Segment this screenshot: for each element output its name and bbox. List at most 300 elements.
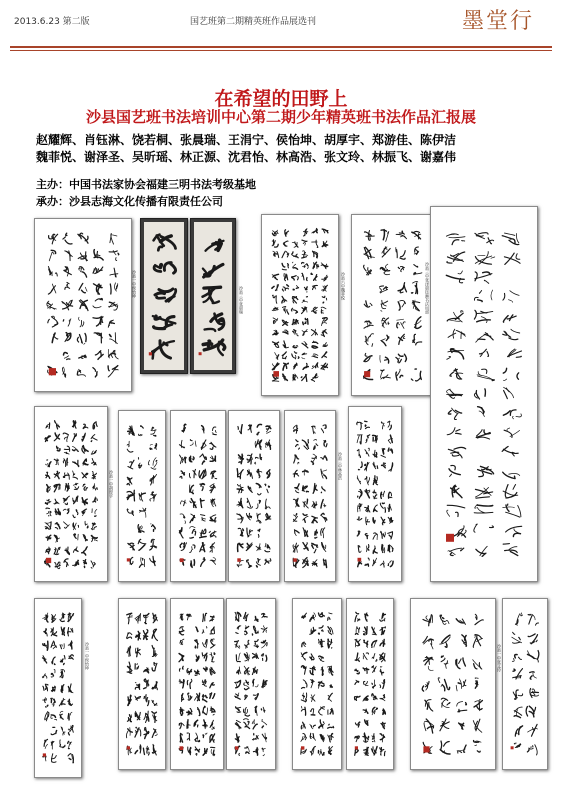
glyph-mark	[128, 460, 134, 469]
glyph-mark	[292, 276, 299, 280]
glyph-mark	[475, 252, 495, 265]
names-line-1: 赵耀辉、肖钰淋、饶若桐、张晨瑞、王涓宁、侯怡坤、胡厚宇、郑游佳、陈伊洁	[36, 133, 457, 147]
glyph-mark	[48, 267, 57, 277]
glyph-mark	[398, 266, 404, 271]
glyph-mark	[513, 690, 522, 699]
glyph-mark	[414, 247, 418, 255]
glyph-mark	[304, 287, 307, 292]
glyph-mark	[275, 353, 279, 360]
glyph-mark	[526, 706, 536, 717]
glyph-mark	[323, 559, 326, 567]
glyph-mark	[355, 696, 361, 700]
glyph-mark	[515, 726, 522, 736]
glyph-mark	[381, 335, 389, 345]
glyph-mark	[256, 500, 260, 508]
glyph-mark	[203, 733, 207, 738]
glyph-mark	[72, 446, 78, 451]
glyph-mark	[247, 560, 252, 567]
glyph-mark	[60, 670, 65, 678]
glyph-mark	[54, 471, 59, 478]
glyph-mark	[236, 626, 241, 634]
glyph-mark	[211, 639, 215, 648]
seal-stamp	[180, 558, 184, 562]
glyph-mark	[380, 264, 389, 275]
glyph-mark	[180, 514, 186, 523]
glyph-mark	[372, 694, 377, 700]
glyph-mark	[388, 421, 392, 430]
glyph-mark	[311, 329, 317, 336]
glyph-mark	[448, 548, 464, 555]
glyph-mark	[380, 667, 383, 676]
glyph-mark	[51, 628, 57, 636]
glyph-mark	[73, 460, 79, 466]
glyph-mark	[210, 616, 215, 621]
calligraphy-strokes	[352, 410, 398, 578]
seal-stamp	[43, 753, 46, 756]
glyph-mark	[150, 539, 157, 550]
glyph-mark	[328, 724, 334, 728]
glyph-mark	[380, 355, 389, 363]
glyph-mark	[321, 667, 324, 676]
calligraphy-strokes	[434, 210, 534, 578]
glyph-mark	[449, 465, 460, 476]
glyph-mark	[328, 733, 334, 742]
glyph-mark	[313, 285, 318, 289]
glyph-mark	[381, 370, 391, 379]
organizer-line: 主办：中国书法家协会福建三明书法考级基地	[36, 178, 256, 191]
glyph-mark	[200, 543, 205, 552]
glyph-mark	[272, 295, 276, 303]
glyph-mark	[328, 639, 333, 648]
calligraphy-work	[226, 598, 276, 770]
glyph-mark	[246, 543, 252, 551]
glyph-mark	[135, 696, 141, 700]
glyph-mark	[51, 727, 57, 734]
glyph-mark	[82, 509, 87, 516]
seal-stamp	[355, 746, 358, 749]
glyph-mark	[257, 469, 262, 477]
work-caption: 沙县三中张晨瑞	[239, 286, 244, 314]
glyph-mark	[396, 231, 407, 239]
glyph-mark	[83, 560, 86, 568]
glyph-mark	[261, 654, 267, 661]
glyph-mark	[441, 698, 450, 707]
glyph-mark	[380, 653, 385, 662]
glyph-mark	[82, 498, 87, 505]
glyph-mark	[282, 307, 288, 315]
glyph-mark	[210, 720, 214, 729]
glyph-mark	[293, 543, 298, 552]
glyph-mark	[52, 615, 56, 623]
glyph-mark	[311, 374, 318, 382]
glyph-mark	[238, 425, 242, 434]
glyph-mark	[209, 531, 216, 538]
glyph-mark	[210, 627, 214, 634]
work-caption: 沙县一中张文玲	[497, 644, 502, 672]
glyph-mark	[321, 528, 325, 538]
glyph-mark	[412, 231, 421, 239]
calligraphy-work	[346, 598, 394, 770]
glyph-mark	[293, 285, 298, 290]
calligraphy-work	[34, 406, 108, 582]
glyph-mark	[474, 524, 494, 532]
glyph-mark	[91, 561, 96, 568]
work-caption: 沙县三中林高浩	[338, 452, 343, 480]
undertaker-line: 承办：沙县志海文化传播有限责任公司	[36, 195, 223, 208]
glyph-mark	[253, 694, 258, 700]
glyph-mark	[51, 669, 55, 677]
glyph-mark	[63, 433, 68, 442]
glyph-mark	[203, 613, 207, 621]
glyph-mark	[364, 247, 375, 258]
glyph-mark	[130, 557, 133, 564]
glyph-mark	[514, 707, 522, 718]
glyph-mark	[211, 499, 216, 507]
glyph-mark	[203, 706, 208, 714]
glyph-mark	[414, 265, 422, 275]
glyph-mark	[195, 733, 200, 742]
glyph-mark	[235, 641, 240, 649]
glyph-mark	[373, 435, 378, 442]
glyph-mark	[365, 613, 368, 621]
glyph-mark	[246, 513, 251, 520]
glyph-mark	[478, 407, 485, 417]
glyph-mark	[294, 455, 299, 464]
calligraphy-work	[170, 598, 224, 770]
glyph-mark	[187, 720, 190, 729]
glyph-mark	[64, 352, 70, 359]
glyph-mark	[265, 559, 271, 565]
glyph-mark	[388, 435, 392, 443]
glyph-mark	[93, 299, 103, 308]
glyph-mark	[92, 509, 97, 517]
glyph-mark	[256, 484, 261, 496]
glyph-mark	[65, 333, 71, 342]
glyph-mark	[380, 561, 384, 567]
glyph-mark	[476, 546, 487, 556]
glyph-mark	[127, 715, 131, 722]
glyph-mark	[127, 490, 135, 501]
glyph-mark	[324, 441, 327, 447]
glyph-mark	[302, 642, 306, 647]
glyph-mark	[65, 282, 70, 289]
glyph-mark	[253, 748, 258, 756]
glyph-mark	[328, 709, 333, 715]
glyph-mark	[78, 252, 87, 261]
glyph-mark	[48, 316, 58, 327]
glyph-mark	[448, 447, 465, 458]
glyph-mark	[503, 485, 518, 499]
glyph-mark	[457, 702, 467, 712]
glyph-mark	[322, 285, 328, 291]
glyph-mark	[355, 722, 360, 727]
glyph-mark	[476, 430, 490, 439]
glyph-mark	[110, 333, 118, 344]
glyph-mark	[328, 693, 332, 701]
glyph-mark	[64, 559, 68, 567]
glyph-mark	[388, 517, 393, 523]
glyph-mark	[54, 535, 59, 542]
glyph-mark	[83, 535, 88, 541]
glyph-mark	[273, 318, 278, 324]
seal-stamp	[358, 558, 362, 562]
glyph-mark	[302, 297, 308, 303]
glyph-mark	[272, 363, 279, 370]
calligraphy-work	[118, 410, 166, 582]
glyph-mark	[383, 709, 386, 714]
glyph-mark	[255, 440, 262, 449]
glyph-mark	[152, 663, 157, 671]
glyph-mark	[51, 715, 57, 720]
glyph-mark	[475, 233, 494, 244]
glyph-mark	[73, 510, 78, 518]
glyph-mark	[235, 680, 241, 688]
glyph-mark	[235, 693, 240, 699]
glyph-mark	[127, 477, 132, 485]
glyph-mark	[180, 455, 187, 464]
glyph-mark	[292, 352, 299, 359]
glyph-mark	[363, 696, 368, 701]
glyph-mark	[91, 535, 97, 541]
glyph-mark	[182, 424, 186, 432]
glyph-mark	[152, 682, 157, 690]
glyph-mark	[423, 636, 434, 649]
glyph-mark	[310, 654, 314, 660]
glyph-mark	[54, 499, 59, 504]
glyph-mark	[68, 741, 72, 748]
glyph-mark	[480, 349, 489, 356]
glyph-mark	[144, 668, 149, 673]
work-caption: 沙县一中侯怡坤	[132, 270, 137, 298]
glyph-mark	[49, 250, 55, 261]
glyph-mark	[312, 363, 318, 369]
brand-logo: 墨堂行	[461, 9, 534, 34]
glyph-mark	[312, 426, 316, 433]
glyph-mark	[190, 527, 196, 539]
glyph-mark	[302, 329, 307, 335]
glyph-mark	[293, 374, 298, 381]
glyph-mark	[303, 528, 308, 537]
seal-stamp	[46, 558, 51, 563]
glyph-mark	[62, 300, 73, 310]
glyph-mark	[475, 678, 478, 688]
glyph-mark	[365, 558, 369, 566]
glyph-mark	[273, 330, 278, 335]
glyph-mark	[530, 672, 537, 679]
glyph-mark	[78, 233, 88, 243]
glyph-mark	[447, 252, 465, 263]
glyph-mark	[330, 685, 333, 688]
glyph-mark	[46, 508, 51, 516]
glyph-mark	[440, 719, 449, 731]
glyph-mark	[322, 318, 328, 326]
glyph-mark	[372, 640, 377, 647]
glyph-mark	[255, 454, 262, 464]
glyph-mark	[202, 653, 207, 661]
glyph-mark	[373, 476, 377, 485]
glyph-mark	[253, 653, 259, 658]
glyph-mark	[135, 745, 141, 754]
glyph-mark	[292, 296, 298, 303]
glyph-mark	[93, 316, 103, 326]
glyph-mark	[474, 504, 493, 513]
glyph-mark	[45, 522, 51, 529]
glyph-mark	[508, 349, 522, 357]
glyph-mark	[54, 484, 60, 492]
glyph-mark	[396, 369, 403, 380]
glyph-mark	[201, 515, 206, 522]
glyph-mark	[372, 666, 376, 673]
glyph-mark	[424, 656, 434, 670]
glyph-mark	[398, 283, 406, 293]
glyph-mark	[365, 231, 375, 241]
glyph-mark	[248, 486, 252, 492]
glyph-mark	[247, 454, 252, 464]
glyph-mark	[310, 613, 316, 622]
glyph-mark	[319, 656, 324, 661]
glyph-mark	[381, 300, 388, 311]
glyph-mark	[512, 632, 522, 643]
glyph-mark	[54, 547, 60, 554]
glyph-mark	[195, 693, 200, 700]
glyph-mark	[364, 353, 372, 361]
glyph-mark	[301, 706, 305, 715]
glyph-mark	[79, 283, 87, 292]
glyph-mark	[473, 635, 482, 648]
glyph-mark	[514, 743, 520, 747]
glyph-mark	[179, 627, 184, 635]
glyph-mark	[55, 509, 60, 515]
glyph-mark	[187, 733, 190, 740]
glyph-mark	[363, 668, 369, 673]
glyph-mark	[127, 633, 132, 639]
glyph-mark	[323, 343, 327, 347]
glyph-mark	[152, 729, 157, 738]
glyph-mark	[63, 233, 72, 244]
glyph-mark	[303, 514, 308, 522]
glyph-mark	[457, 745, 466, 753]
glyph-mark	[150, 474, 157, 485]
glyph-mark	[396, 354, 407, 363]
glyph-mark	[265, 499, 270, 509]
glyph-mark	[245, 640, 250, 648]
glyph-mark	[357, 449, 360, 457]
glyph-mark	[355, 627, 359, 635]
glyph-mark	[128, 543, 134, 550]
glyph-mark	[245, 626, 249, 635]
seal-stamp	[301, 746, 304, 749]
glyph-mark	[328, 747, 332, 755]
glyph-mark	[138, 458, 141, 468]
glyph-mark	[144, 695, 149, 706]
glyph-mark	[448, 329, 465, 338]
glyph-mark	[301, 693, 306, 702]
glyph-mark	[411, 369, 421, 381]
glyph-mark	[43, 674, 47, 678]
glyph-mark	[319, 720, 325, 728]
glyph-mark	[365, 506, 370, 513]
glyph-mark	[136, 631, 141, 640]
glyph-mark	[195, 640, 199, 649]
glyph-mark	[83, 424, 88, 429]
glyph-mark	[60, 644, 64, 649]
glyph-mark	[293, 470, 299, 477]
glyph-mark	[476, 488, 493, 499]
glyph-mark	[381, 491, 385, 498]
glyph-mark	[388, 545, 393, 552]
glyph-mark	[256, 544, 261, 551]
glyph-mark	[45, 499, 51, 504]
glyph-mark	[68, 641, 72, 649]
glyph-mark	[51, 698, 56, 706]
page-subheadline: 沙县国艺班书法培训中心第二期少年精英班书法作品汇报展	[85, 108, 476, 126]
glyph-mark	[109, 302, 118, 310]
glyph-mark	[211, 471, 217, 479]
glyph-mark	[313, 484, 317, 494]
glyph-mark	[244, 719, 250, 729]
calligraphy-strokes	[414, 602, 492, 766]
glyph-mark	[210, 484, 216, 493]
glyph-mark	[150, 444, 156, 450]
glyph-mark	[82, 473, 88, 478]
glyph-mark	[367, 545, 370, 552]
glyph-mark	[189, 485, 193, 494]
glyph-mark	[294, 530, 299, 536]
glyph-mark	[381, 318, 389, 328]
glyph-mark	[373, 450, 377, 457]
glyph-mark	[273, 342, 279, 348]
glyph-mark	[503, 368, 518, 380]
glyph-mark	[365, 534, 368, 539]
glyph-mark	[244, 653, 249, 662]
glyph-mark	[528, 634, 537, 644]
glyph-mark	[256, 559, 260, 567]
glyph-mark	[322, 543, 326, 552]
glyph-mark	[68, 754, 74, 763]
glyph-mark	[355, 669, 359, 674]
calligraphy-strokes	[38, 410, 104, 578]
glyph-mark	[366, 435, 370, 443]
glyph-mark	[503, 315, 516, 322]
glyph-mark	[187, 669, 192, 675]
glyph-mark	[321, 500, 326, 508]
glyph-mark	[254, 640, 258, 648]
glyph-mark	[82, 433, 85, 441]
issue-date: 2013.6.23 第二版	[14, 17, 90, 27]
calligraphy-work	[292, 598, 342, 770]
calligraphy-work	[118, 598, 166, 770]
glyph-mark	[68, 628, 73, 636]
glyph-mark	[293, 514, 297, 522]
glyph-mark	[179, 440, 184, 447]
glyph-mark	[248, 425, 252, 433]
glyph-mark	[303, 469, 309, 475]
glyph-mark	[49, 234, 58, 244]
glyph-mark	[273, 251, 279, 257]
glyph-mark	[380, 734, 385, 742]
glyph-mark	[310, 724, 316, 729]
glyph-mark	[236, 653, 240, 662]
glyph-mark	[188, 693, 192, 700]
glyph-mark	[203, 287, 221, 303]
glyph-mark	[358, 490, 363, 499]
glyph-mark	[252, 626, 258, 635]
glyph-mark	[46, 547, 51, 554]
glyph-mark	[238, 543, 243, 551]
glyph-mark	[355, 612, 360, 621]
glyph-mark	[312, 228, 318, 233]
glyph-mark	[319, 707, 325, 715]
